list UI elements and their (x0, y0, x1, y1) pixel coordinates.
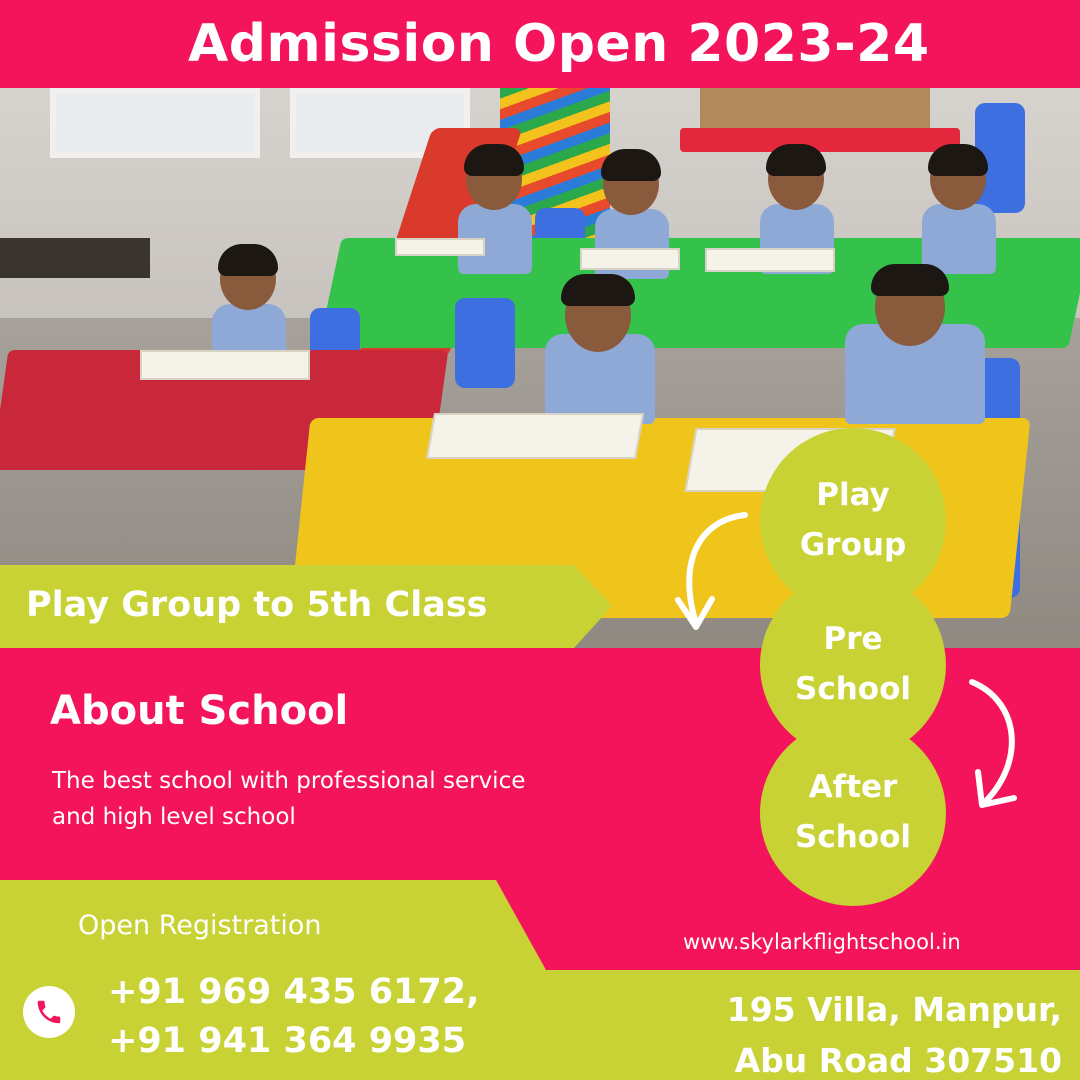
address-line-1: 195 Villa, Manpur, (726, 990, 1062, 1029)
school-address (727, 984, 1062, 1080)
website-link[interactable]: www.skylarkflightschool.in (683, 930, 961, 954)
photo-bench (680, 128, 960, 152)
program-line: After (808, 769, 898, 806)
photo-book (426, 413, 644, 459)
program-line: Pre (823, 621, 883, 658)
program-line: Group (799, 527, 907, 563)
address-line-2: Abu Road 307510 (734, 1041, 1062, 1080)
curved-arrow-icon (660, 505, 760, 640)
phone-glyph-icon (34, 997, 64, 1027)
photo-window (50, 88, 260, 158)
top-banner (0, 0, 1080, 88)
program-line: Play (816, 477, 890, 514)
photo-side-table (0, 238, 150, 278)
program-line: School (795, 671, 911, 707)
registration-label: Open Registration (78, 910, 322, 941)
phone-number-1[interactable]: +91 969 435 6172, (108, 972, 480, 1012)
photo-book (395, 238, 485, 256)
photo-boxes (700, 88, 930, 133)
photo-chair (455, 298, 515, 388)
about-title: About School (50, 688, 349, 734)
program-circle-after-school (760, 720, 946, 906)
banner-title: Admission Open 2023-24 (188, 14, 930, 74)
curved-arrow-icon (960, 672, 1040, 817)
photo-book (580, 248, 680, 270)
photo-book (140, 350, 310, 380)
photo-book (705, 248, 835, 272)
class-range-label: Play Group to 5th Class (26, 585, 488, 625)
phone-number-2[interactable]: +91 941 364 9935 (108, 1021, 467, 1061)
phone-numbers (108, 968, 479, 1066)
program-line: School (795, 819, 911, 855)
about-description: The best school with professional service and high level school (52, 768, 526, 830)
phone-icon (23, 986, 75, 1038)
